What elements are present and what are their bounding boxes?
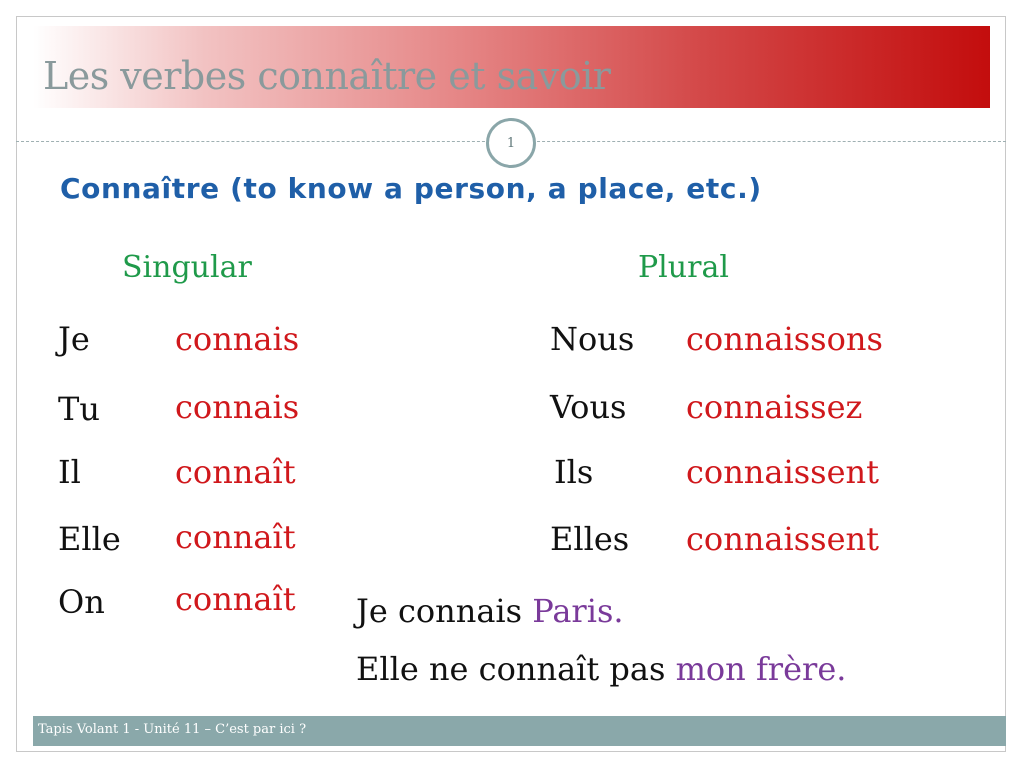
example-sentence-1 <box>356 592 624 630</box>
verb-form-ils: connaissent <box>686 453 879 491</box>
pronoun-elle: Elle <box>58 520 121 558</box>
pronoun-vous: Vous <box>550 388 627 426</box>
pronoun-nous: Nous <box>550 320 635 358</box>
verb-form-elle: connaît <box>175 518 296 556</box>
page-number-badge <box>486 118 536 168</box>
slide-title: Les verbes connaître et savoir <box>43 54 611 98</box>
verb-form-elles: connaissent <box>686 520 879 558</box>
pronoun-il: Il <box>58 453 81 491</box>
plural-column-heading: Plural <box>638 250 729 285</box>
pronoun-tu: Tu <box>58 390 100 428</box>
verb-form-tu: connais <box>175 388 300 426</box>
example-sentence-2 <box>356 650 846 688</box>
verb-form-je: connais <box>175 320 300 358</box>
pronoun-on: On <box>58 583 105 621</box>
footer-text: Tapis Volant 1 - Unité 11 – C’est par ici ? <box>38 722 307 737</box>
example-highlight: mon frère. <box>675 650 847 688</box>
page-number: 1 <box>506 135 516 151</box>
verb-form-on: connaît <box>175 580 296 618</box>
verb-form-nous: connaissons <box>686 320 883 358</box>
pronoun-ils: Ils <box>554 453 594 491</box>
example-highlight: Paris. <box>532 592 624 630</box>
pronoun-elles: Elles <box>550 520 630 558</box>
verb-form-il: connaît <box>175 453 296 491</box>
singular-column-heading: Singular <box>122 250 252 285</box>
verb-form-vous: connaissez <box>686 388 863 426</box>
pronoun-je: Je <box>58 320 90 358</box>
example-text: Elle ne connaît pas <box>356 650 666 688</box>
section-heading: Connaître (to know a person, a place, etc.) <box>60 172 762 205</box>
example-text: Je connais <box>356 592 523 630</box>
